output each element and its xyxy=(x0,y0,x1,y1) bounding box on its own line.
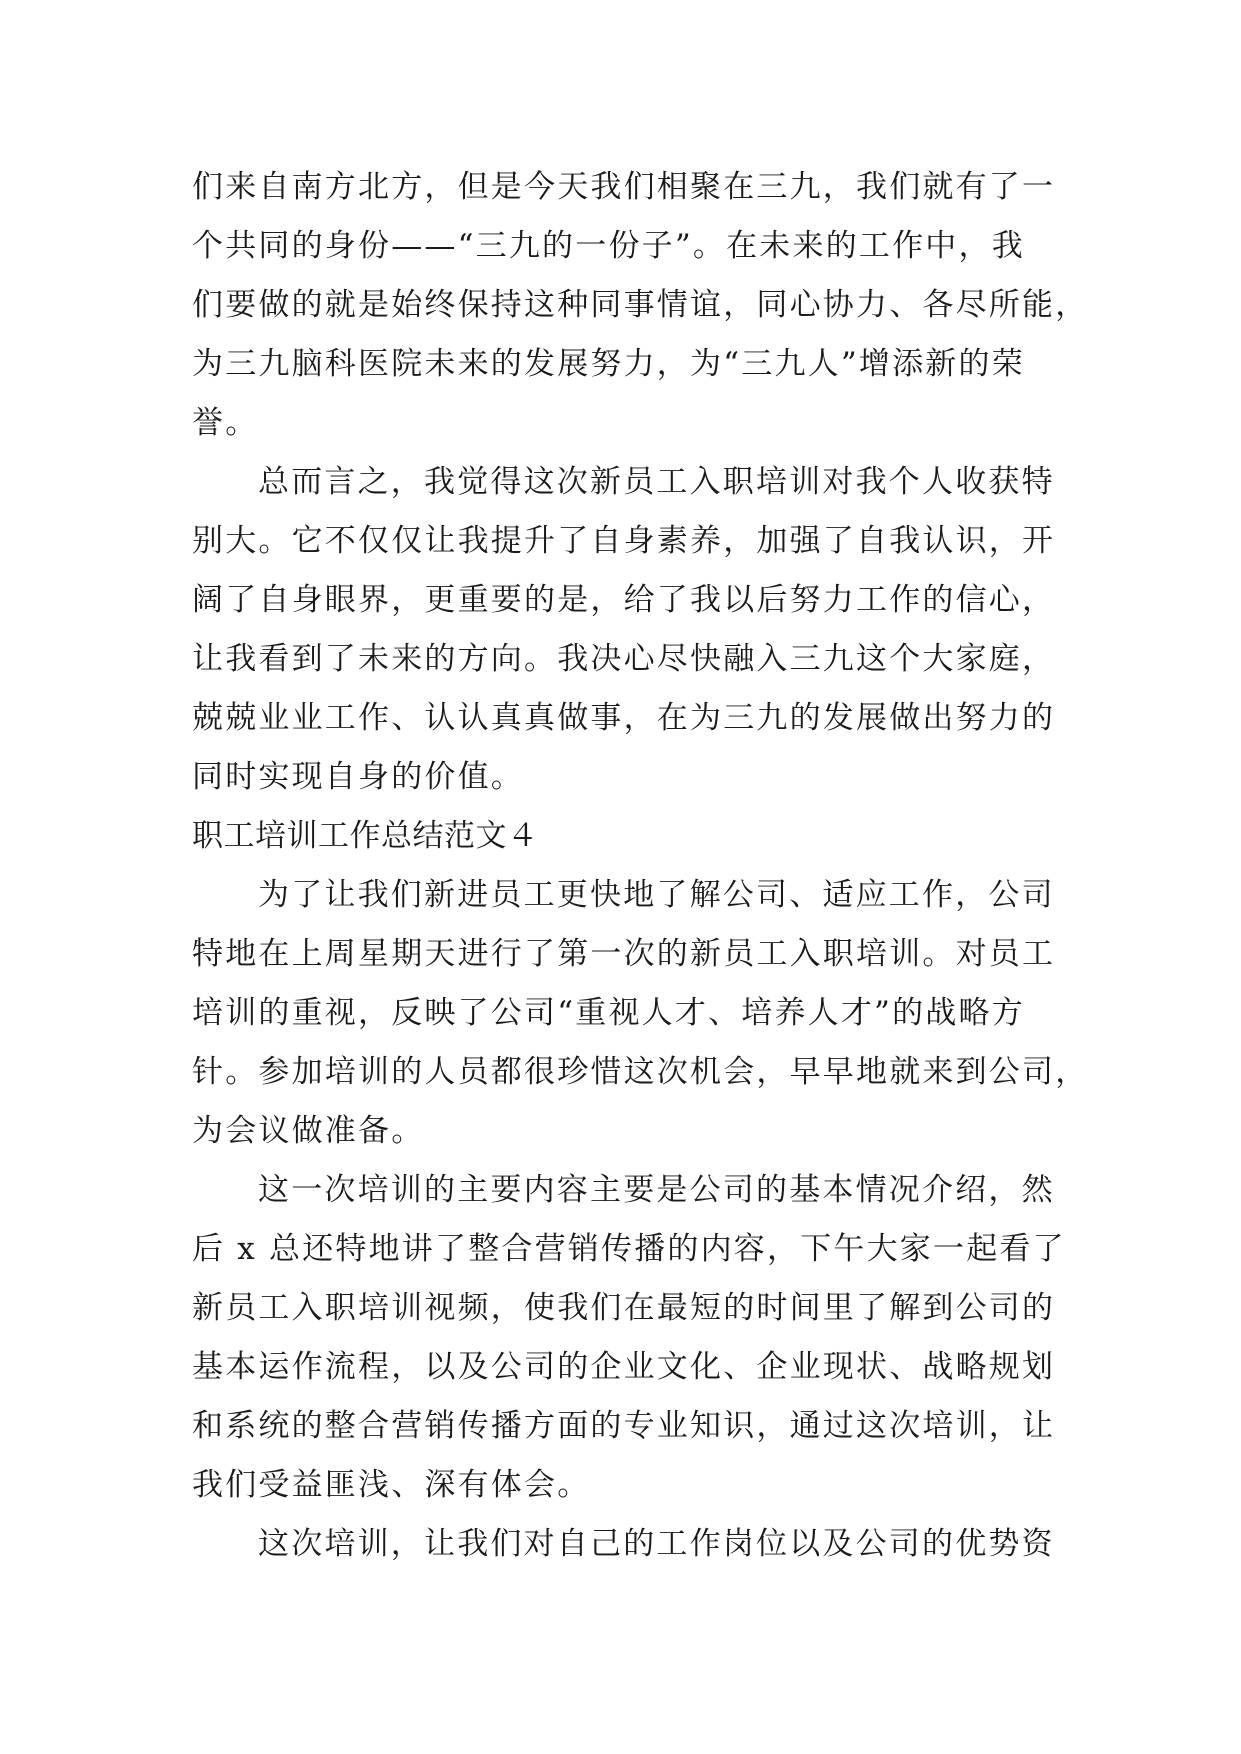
paragraph-continuation xyxy=(192,158,1089,453)
text-line: 为了让我们新进员工更快地了解公司、适应工作，公司 xyxy=(258,877,1055,913)
text-line: 后 x 总还特地讲了整合营销传播的内容，下午大家一起看了 xyxy=(192,1231,1066,1267)
text-line: 基本运作流程，以及公司的企业文化、企业现状、战略规划 xyxy=(192,1349,1056,1385)
paragraph-reflection xyxy=(192,1515,1072,1574)
text-line: 别大。它不仅仅让我提升了自身素养，加强了自我认识，开 xyxy=(192,523,1056,559)
paragraph-summary xyxy=(192,453,1072,807)
text-line: 为会议做准备。 xyxy=(192,1113,425,1149)
text-line: 我们受益匪浅、深有体会。 xyxy=(192,1467,591,1503)
text-line: 培训的重视，反映了公司“重视人才、培养人才”的战略方 xyxy=(192,995,1025,1031)
text-line: 阔了自身眼界，更重要的是，给了我以后努力工作的信心， xyxy=(192,582,1056,618)
text-line: 为三九脑科医院未来的发展努力，为“三九人”增添新的荣 xyxy=(192,346,1025,382)
text-line: 们要做的就是始终保持这种同事情谊，同心协力、各尽所能， xyxy=(192,287,1089,323)
text-line: 兢兢业业工作、认认真真做事，在为三九的发展做出努力的 xyxy=(192,700,1056,736)
text-line: 让我看到了未来的方向。我决心尽快融入三九这个大家庭， xyxy=(192,641,1056,677)
text-line: 总而言之，我觉得这次新员工入职培训对我个人收获特 xyxy=(258,464,1055,500)
paragraph-intro xyxy=(192,866,1089,1161)
document-body xyxy=(192,158,1089,1574)
text-line: 这一次培训的主要内容主要是公司的基本情况介绍，然 xyxy=(258,1172,1055,1208)
text-line: 这次培训，让我们对自己的工作岗位以及公司的优势资 xyxy=(258,1526,1055,1562)
text-line: 同时实现自身的价值。 xyxy=(192,759,524,795)
text-line: 和系统的整合营销传播方面的专业知识，通过这次培训，让 xyxy=(192,1408,1056,1444)
text-line: 誉。 xyxy=(192,405,259,441)
text-line: 们来自南方北方，但是今天我们相聚在三九，我们就有了一 xyxy=(192,169,1056,205)
section-heading: 职工培训工作总结范文４ xyxy=(192,818,539,854)
text-line: 个共同的身份——“三九的一份子”。在未来的工作中，我 xyxy=(192,228,1025,264)
text-line: 新员工入职培训视频，使我们在最短的时间里了解到公司的 xyxy=(192,1290,1056,1326)
text-line: 特地在上周星期天进行了第一次的新员工入职培训。对员工 xyxy=(192,936,1056,972)
text-line: 针。参加培训的人员都很珍惜这次机会，早早地就来到公司， xyxy=(192,1054,1089,1090)
paragraph-content xyxy=(192,1161,1072,1515)
